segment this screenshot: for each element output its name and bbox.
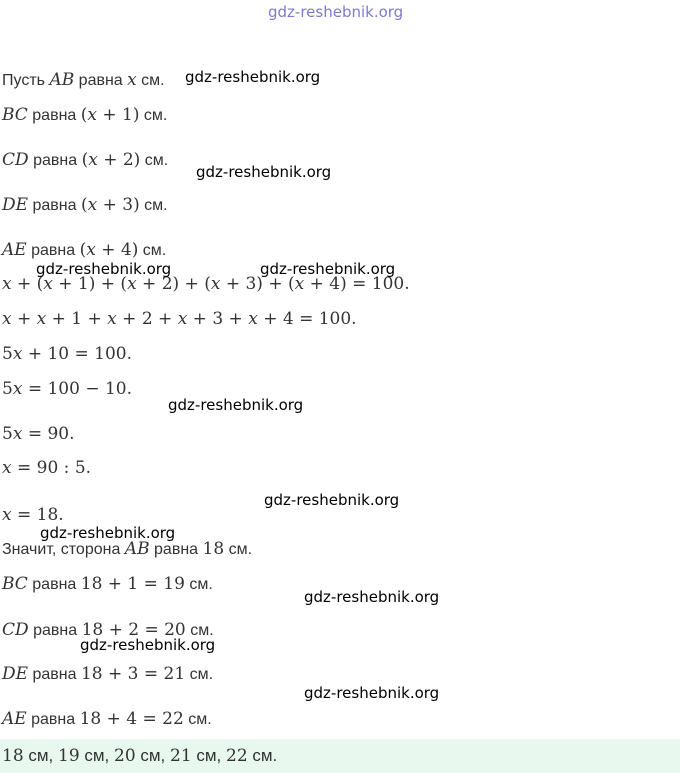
math-fragment: AB <box>49 70 75 90</box>
math-fragment: x <box>87 195 98 215</box>
solution-line <box>2 378 132 401</box>
watermark: gdz-reshebnik.org <box>260 260 396 278</box>
math-fragment: DE <box>2 664 29 684</box>
math-fragment: x <box>2 458 12 478</box>
math-fragment: CD <box>2 150 29 170</box>
text-fragment: равна <box>26 711 80 728</box>
text-fragment: равна <box>74 72 128 89</box>
math-fragment: 18 + 2 = 20 <box>81 620 186 640</box>
math-fragment: x <box>248 309 258 329</box>
solution-line <box>2 423 75 446</box>
text-fragment: равна <box>27 107 81 124</box>
math-fragment: x <box>2 505 12 525</box>
math-fragment: 18 + 4 = 22 <box>79 709 184 729</box>
math-fragment: AB <box>124 539 150 559</box>
math-fragment: ( <box>80 195 88 215</box>
text-fragment: см. <box>185 622 214 639</box>
solution-line <box>2 457 91 480</box>
text-fragment: Пусть <box>2 72 50 89</box>
site-header[interactable]: gdz-reshebnik.org <box>268 3 404 21</box>
watermark: gdz-reshebnik.org <box>40 524 176 542</box>
solution-line <box>2 573 213 596</box>
math-fragment: x <box>107 309 117 329</box>
math-fragment: 5 <box>2 344 13 364</box>
math-fragment: + 1) <box>96 105 140 125</box>
math-fragment: + 3) <box>97 195 140 215</box>
text-fragment: см. <box>183 711 212 728</box>
text-fragment: Значит, сторона <box>2 541 125 558</box>
math-fragment: + 2) + ( <box>136 274 211 294</box>
text-fragment: см. <box>140 152 169 169</box>
solution-line <box>2 239 166 262</box>
math-fragment: x <box>12 424 23 444</box>
solution-line <box>2 194 168 217</box>
math-fragment: + 4 = 100. <box>257 309 357 329</box>
math-fragment: + <box>11 309 37 329</box>
math-fragment: 5 <box>2 424 13 444</box>
text-fragment: равна <box>26 242 80 259</box>
math-fragment: + 4) = 100. <box>304 274 410 294</box>
solution-line <box>2 663 213 686</box>
text-fragment: равна <box>149 541 203 558</box>
solution-line <box>2 343 132 366</box>
math-fragment: ( <box>81 150 89 170</box>
math-fragment: x <box>43 274 53 294</box>
math-fragment: x <box>127 274 137 294</box>
watermark: gdz-reshebnik.org <box>196 163 332 181</box>
math-fragment: + 2) <box>97 150 141 170</box>
watermark: gdz-reshebnik.org <box>168 396 304 414</box>
math-fragment: x <box>12 379 23 399</box>
math-fragment: + ( <box>11 274 44 294</box>
math-fragment: x <box>177 309 188 329</box>
math-fragment: + 1 + <box>46 309 108 329</box>
text-fragment: см. <box>185 666 214 683</box>
solution-line <box>2 69 165 92</box>
math-fragment: ( <box>79 240 87 260</box>
math-fragment: x <box>2 274 12 294</box>
watermark: gdz-reshebnik.org <box>80 636 216 654</box>
math-fragment: DE <box>2 195 29 215</box>
solution-line <box>2 149 168 172</box>
math-fragment: = 100 − 10. <box>22 379 133 399</box>
math-fragment: 18 <box>2 746 24 766</box>
math-fragment: + 10 = 100. <box>22 344 133 364</box>
watermark: gdz-reshebnik.org <box>304 684 440 702</box>
math-fragment: 19 <box>58 746 80 766</box>
math-fragment: 22 <box>226 746 248 766</box>
math-fragment: + 4) <box>95 240 139 260</box>
math-fragment: AE <box>2 240 27 260</box>
math-fragment: 20 <box>114 746 136 766</box>
math-fragment: x <box>294 274 305 294</box>
math-fragment: = 90 : 5. <box>11 458 92 478</box>
text-fragment: см, <box>23 746 58 765</box>
math-fragment: x <box>127 70 137 90</box>
math-fragment: 18 + 3 = 21 <box>80 664 186 684</box>
math-fragment: 21 <box>170 746 192 766</box>
math-fragment: BC <box>2 574 28 594</box>
math-fragment: 18 + 1 = 19 <box>80 574 185 594</box>
math-fragment: x <box>210 274 221 294</box>
watermark: gdz-reshebnik.org <box>264 491 400 509</box>
text-fragment: см. <box>139 197 168 214</box>
math-fragment: x <box>87 105 97 125</box>
text-fragment: см. <box>224 541 253 558</box>
math-fragment: + 2 + <box>116 309 178 329</box>
math-fragment: CD <box>2 620 29 640</box>
text-fragment: см, <box>79 746 114 765</box>
math-fragment: = 18. <box>11 505 64 525</box>
text-fragment: равна <box>28 152 82 169</box>
math-fragment: = 90. <box>22 424 75 444</box>
math-fragment: ( <box>80 105 88 125</box>
math-fragment: + 1) + ( <box>52 274 128 294</box>
math-fragment: + 3) + ( <box>220 274 295 294</box>
solution-line <box>2 308 357 331</box>
text-fragment: равна <box>28 197 81 214</box>
watermark: gdz-reshebnik.org <box>36 260 172 278</box>
solution-line <box>2 104 167 127</box>
text-fragment: равна <box>28 622 82 639</box>
watermark: gdz-reshebnik.org <box>185 68 321 86</box>
text-fragment: см. <box>139 107 168 124</box>
solution-line <box>2 708 212 731</box>
text-fragment: см. <box>247 746 278 765</box>
watermark: gdz-reshebnik.org <box>304 588 440 606</box>
answer-line <box>2 745 277 767</box>
text-fragment: равна <box>27 576 81 593</box>
math-fragment: x <box>12 344 23 364</box>
text-fragment: см. <box>138 242 167 259</box>
math-fragment: x <box>2 309 12 329</box>
math-fragment: + 3 + <box>187 309 249 329</box>
text-fragment: равна <box>28 666 81 683</box>
math-fragment: x <box>88 150 98 170</box>
text-fragment: см, <box>135 746 170 765</box>
text-fragment: см, <box>191 746 226 765</box>
math-fragment: 18 <box>202 539 225 559</box>
math-fragment: BC <box>2 105 28 125</box>
math-fragment: 5 <box>2 379 13 399</box>
math-fragment: x <box>86 240 96 260</box>
math-fragment: AE <box>2 709 27 729</box>
math-fragment: x <box>36 309 47 329</box>
text-fragment: см. <box>136 72 165 89</box>
text-fragment: см. <box>184 576 213 593</box>
